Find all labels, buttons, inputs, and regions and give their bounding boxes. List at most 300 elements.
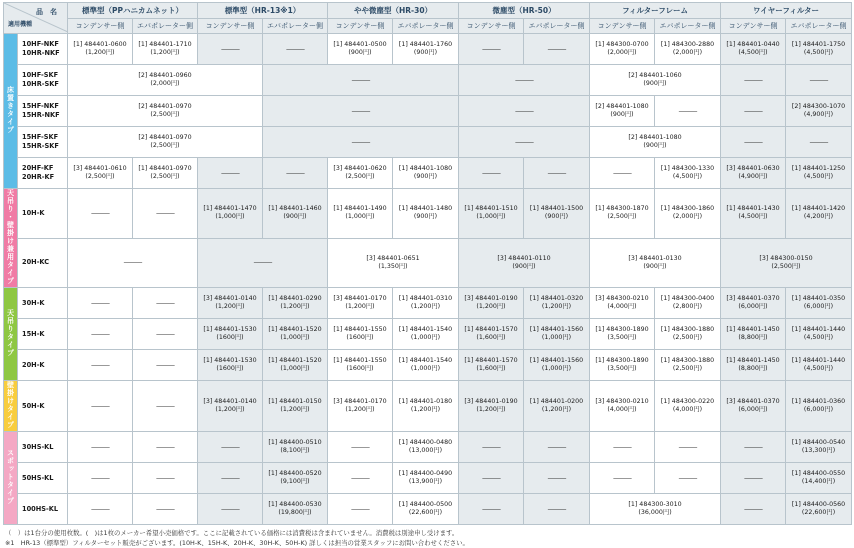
price: (6,000円) xyxy=(803,406,834,413)
price: (2,500円) xyxy=(672,365,703,372)
empty-cell xyxy=(721,463,786,494)
category-text: 床置きタイプ xyxy=(6,86,15,134)
price-cell xyxy=(68,127,263,158)
subheader-evaporator: エバポレーター側 xyxy=(133,19,198,34)
part-number: [3] 484401-0630 xyxy=(726,165,780,172)
price: (1,200円) xyxy=(541,406,572,413)
price: (1,200円) xyxy=(476,303,506,310)
part-number: [3] 484300-0150 xyxy=(759,254,813,262)
part-number: [1] 484401-1530 xyxy=(203,357,257,364)
part-number: [1] 484401-1530 xyxy=(203,326,257,333)
part-number: [1] 484300-1860 xyxy=(660,205,715,213)
model-name: 20HF-KF xyxy=(22,164,54,172)
empty-cell xyxy=(786,65,852,96)
part-number: [1] 484401-1450 xyxy=(726,326,780,333)
subheader-condenser: コンデンサー側 xyxy=(721,19,786,34)
price-cell xyxy=(198,319,263,350)
price: (3,500円) xyxy=(607,334,637,341)
empty-cell xyxy=(459,432,524,463)
price-cell xyxy=(590,189,655,239)
empty-cell xyxy=(524,432,590,463)
subheader-condenser: コンデンサー側 xyxy=(198,19,263,34)
dash-mark: ——— xyxy=(613,168,632,177)
part-number: [1] 484300-1870 xyxy=(595,205,649,213)
table-row xyxy=(4,432,852,463)
model-cell xyxy=(18,34,68,65)
part-number: [1] 484400-0510 xyxy=(268,439,322,446)
part-number: [3] 484401-0620 xyxy=(333,165,387,172)
dash-mark: ——— xyxy=(547,168,566,177)
empty-cell xyxy=(524,463,590,494)
price: (1,000円) xyxy=(410,365,441,372)
empty-cell xyxy=(263,127,459,158)
dash-mark: ——— xyxy=(156,401,174,410)
dash-mark: ——— xyxy=(744,75,763,84)
part-number: [2] 484401-0960 xyxy=(138,72,192,79)
dash-mark: ——— xyxy=(91,473,109,482)
price-cell xyxy=(68,96,263,127)
model-name: 20HR-KF xyxy=(22,173,55,181)
price: (4,500円) xyxy=(738,213,768,221)
empty-cell xyxy=(68,463,133,494)
part-number: [1] 484401-1480 xyxy=(398,205,453,213)
price-cell xyxy=(655,34,721,65)
part-number: [1] 484300-1880 xyxy=(660,357,715,364)
empty-cell xyxy=(198,238,328,288)
price-cell xyxy=(786,319,852,350)
price: (19,800円) xyxy=(278,509,312,516)
empty-cell xyxy=(263,96,459,127)
dash-mark: ——— xyxy=(515,106,534,115)
empty-cell xyxy=(590,463,655,494)
price: (1,000円) xyxy=(345,213,375,221)
empty-cell xyxy=(524,158,590,189)
price: (4,500円) xyxy=(738,49,768,56)
price-cell xyxy=(68,65,263,96)
price-cell xyxy=(786,432,852,463)
part-number: [1] 484401-1460 xyxy=(268,205,322,213)
model-name: 15HF-SKF xyxy=(22,133,59,141)
price-cell xyxy=(590,65,721,96)
footnote-hr13: ※1 HR-13（標準型）フィルターセット販売がございます。(10H-K、15H-K、20H-K、30H-K、50H-K) 詳しくは担当の営業スタッフにお問い合わせください。 xyxy=(5,539,469,547)
part-number: [1] 484401-0180 xyxy=(398,398,453,405)
part-number: [1] 484300-1330 xyxy=(660,165,715,172)
price-cell xyxy=(263,463,328,494)
price: (1,000円) xyxy=(215,213,245,221)
dash-mark: ——— xyxy=(547,504,566,513)
part-number: [1] 484401-0360 xyxy=(791,398,846,405)
dash-mark: ——— xyxy=(221,44,239,53)
empty-cell xyxy=(328,494,393,525)
dash-mark: ——— xyxy=(91,442,109,451)
price: (1,200円) xyxy=(280,406,310,413)
part-number: [1] 484401-0350 xyxy=(791,295,846,302)
price: (900円) xyxy=(643,262,667,270)
table-body xyxy=(4,34,852,525)
dash-mark: ——— xyxy=(482,473,501,482)
dash-mark: ——— xyxy=(613,442,632,451)
table-row xyxy=(4,65,852,96)
dash-mark: ——— xyxy=(678,442,697,451)
part-number: [1] 484400-0530 xyxy=(268,501,322,508)
empty-cell xyxy=(721,127,786,158)
price-cell xyxy=(328,189,393,239)
dash-mark: ——— xyxy=(156,504,174,513)
price-cell xyxy=(721,381,786,432)
price: (4,500円) xyxy=(803,173,834,180)
price-cell xyxy=(721,34,786,65)
dash-mark: ——— xyxy=(156,298,174,307)
dash-mark: ——— xyxy=(351,504,369,513)
price-cell xyxy=(328,34,393,65)
empty-cell xyxy=(459,158,524,189)
price: (2,500円) xyxy=(150,173,180,180)
model-name: 10HR-NKF xyxy=(22,49,60,57)
price: (2,000円) xyxy=(672,49,703,56)
price-cell xyxy=(263,319,328,350)
price: (1,000円) xyxy=(410,334,441,341)
dash-mark: ——— xyxy=(547,44,566,53)
price: (8,800円) xyxy=(738,365,768,372)
price-cell xyxy=(590,238,721,288)
dash-mark: ——— xyxy=(286,168,304,177)
price-cell xyxy=(328,238,459,288)
part-number: [1] 484401-1250 xyxy=(791,165,846,172)
subheader-condenser: コンデンサー側 xyxy=(328,19,393,34)
part-number: [3] 484401-0170 xyxy=(333,398,387,405)
part-number: [1] 484401-1560 xyxy=(529,326,584,333)
part-number: [3] 484300-0210 xyxy=(595,398,649,405)
price-cell xyxy=(393,158,459,189)
price: (4,900円) xyxy=(803,111,834,118)
price: (4,000円) xyxy=(607,406,637,413)
dash-mark: ——— xyxy=(156,473,174,482)
dash-mark: ——— xyxy=(221,504,239,513)
model-cell xyxy=(18,65,68,96)
model-cell xyxy=(18,238,68,288)
part-number: [1] 484300-2880 xyxy=(660,41,715,48)
price: (1600円) xyxy=(216,334,244,341)
price-cell xyxy=(393,34,459,65)
empty-cell xyxy=(133,189,198,239)
part-number: [3] 484401-0610 xyxy=(73,165,127,172)
price-cell xyxy=(263,189,328,239)
table-row xyxy=(4,288,852,319)
price-cell xyxy=(524,350,590,381)
price: (1,600円) xyxy=(476,365,506,372)
price: (900円) xyxy=(348,49,372,56)
price-cell xyxy=(786,463,852,494)
dash-mark: ——— xyxy=(156,360,174,369)
price-table-container xyxy=(3,2,851,548)
price: (2,000円) xyxy=(672,213,703,221)
price-cell xyxy=(655,350,721,381)
dash-mark: ——— xyxy=(91,360,109,369)
part-number: [1] 484401-1550 xyxy=(333,326,387,333)
dash-mark: ——— xyxy=(351,75,370,84)
empty-cell xyxy=(133,494,198,525)
part-number: [1] 484401-1750 xyxy=(791,41,846,48)
model-cell xyxy=(18,463,68,494)
empty-cell xyxy=(459,65,590,96)
price-cell xyxy=(590,127,721,158)
price-cell xyxy=(459,319,524,350)
price: (900円) xyxy=(643,142,667,149)
empty-cell xyxy=(590,432,655,463)
dash-mark: ——— xyxy=(678,473,697,482)
price: (1,200円) xyxy=(150,49,180,56)
part-number: [1] 484401-1520 xyxy=(268,326,322,333)
part-number: [1] 484401-1440 xyxy=(791,357,846,364)
empty-cell xyxy=(68,432,133,463)
part-number: [1] 484401-1710 xyxy=(138,41,192,48)
price: (900円) xyxy=(413,213,438,221)
part-number: [1] 484400-0500 xyxy=(398,501,453,508)
part-number: [2] 484401-0970 xyxy=(138,134,192,141)
price-cell xyxy=(524,189,590,239)
empty-cell xyxy=(655,96,721,127)
model-cell xyxy=(18,127,68,158)
price-cell xyxy=(393,319,459,350)
price: (1,200円) xyxy=(345,406,375,413)
price-cell xyxy=(786,34,852,65)
empty-cell xyxy=(263,65,459,96)
price: (4,200円) xyxy=(803,213,834,221)
dash-mark: ——— xyxy=(515,75,534,84)
part-number: [1] 484401-1470 xyxy=(203,205,257,213)
price-cell xyxy=(721,238,852,288)
part-number: [3] 484401-0370 xyxy=(726,295,780,302)
dash-mark: ——— xyxy=(744,137,763,146)
group-header-hr50: 微塵型（HR-50） xyxy=(459,3,590,19)
table-row xyxy=(4,189,852,239)
part-number: [1] 484401-1440 xyxy=(791,326,846,333)
price-cell xyxy=(655,319,721,350)
price-cell xyxy=(263,350,328,381)
table-row xyxy=(4,127,852,158)
price-cell xyxy=(263,288,328,319)
model-name: 50HS-KL xyxy=(22,473,54,482)
price: (13,000円) xyxy=(408,447,443,454)
empty-cell xyxy=(263,158,328,189)
price-cell xyxy=(328,381,393,432)
part-number: [2] 484401-1060 xyxy=(628,72,682,79)
part-number: [1] 484400-0540 xyxy=(791,439,846,446)
part-number: [1] 484401-1560 xyxy=(529,357,584,364)
price: (8,800円) xyxy=(738,334,768,341)
dash-mark: ——— xyxy=(744,442,763,451)
dash-mark: ——— xyxy=(221,168,239,177)
model-name: 15H-K xyxy=(22,329,45,338)
price: (1,600円) xyxy=(476,334,506,341)
price-cell xyxy=(721,319,786,350)
price-cell xyxy=(459,381,524,432)
price: (1,200円) xyxy=(345,303,375,310)
empty-cell xyxy=(786,127,852,158)
empty-cell xyxy=(68,494,133,525)
price: (900円) xyxy=(413,49,438,56)
subheader-evaporator: エバポレーター側 xyxy=(263,19,328,34)
price: (1,200円) xyxy=(280,303,310,310)
category-label xyxy=(4,432,18,525)
empty-cell xyxy=(721,96,786,127)
empty-cell xyxy=(590,158,655,189)
empty-cell xyxy=(68,288,133,319)
empty-cell xyxy=(524,494,590,525)
price: (8,100円) xyxy=(280,447,310,454)
price-cell xyxy=(524,319,590,350)
category-label xyxy=(4,34,18,189)
price: (900円) xyxy=(283,213,307,221)
price: (4,500円) xyxy=(803,334,834,341)
category-text: 天吊り・壁掛け兼用タイプ xyxy=(6,189,15,285)
part-number: [1] 484401-1760 xyxy=(398,41,453,48)
table-row xyxy=(4,350,852,381)
part-number: [1] 484401-1510 xyxy=(464,205,518,213)
part-number: [1] 484401-1420 xyxy=(791,205,846,213)
dash-mark: ——— xyxy=(547,473,566,482)
price-cell xyxy=(198,350,263,381)
part-number: [1] 484401-1490 xyxy=(333,205,387,213)
price-cell xyxy=(459,238,590,288)
empty-cell xyxy=(459,96,590,127)
part-number: [1] 484400-0550 xyxy=(791,470,846,477)
part-number: [1] 484401-0320 xyxy=(529,295,584,302)
price: (4,000円) xyxy=(607,303,637,310)
group-header-hr30: やや微塵型（HR-30） xyxy=(328,3,459,19)
price: (900円) xyxy=(413,173,438,180)
model-name: 15HR-SKF xyxy=(22,142,59,150)
price-cell xyxy=(393,189,459,239)
empty-cell xyxy=(198,34,263,65)
price-cell xyxy=(786,288,852,319)
price-cell xyxy=(328,158,393,189)
dash-mark: ——— xyxy=(482,44,501,53)
empty-cell xyxy=(198,494,263,525)
model-cell xyxy=(18,381,68,432)
table-row xyxy=(4,494,852,525)
dash-mark: ——— xyxy=(221,473,239,482)
price-cell xyxy=(590,350,655,381)
price: (1,200円) xyxy=(410,406,441,413)
dash-mark: ——— xyxy=(156,329,174,338)
empty-cell xyxy=(459,494,524,525)
price-cell xyxy=(198,189,263,239)
empty-cell xyxy=(68,381,133,432)
price: (1600円) xyxy=(346,334,374,341)
empty-cell xyxy=(459,127,590,158)
price: (2,500円) xyxy=(607,213,637,221)
category-label xyxy=(4,288,18,381)
dash-mark: ——— xyxy=(351,137,370,146)
empty-cell xyxy=(198,463,263,494)
price-cell xyxy=(721,158,786,189)
footnotes xyxy=(5,528,850,548)
price-cell xyxy=(655,189,721,239)
price: (4,900円) xyxy=(738,173,768,180)
price: (3,500円) xyxy=(607,365,637,372)
price-cell xyxy=(786,96,852,127)
subheader-evaporator: エバポレーター側 xyxy=(393,19,459,34)
part-number: [1] 484401-0970 xyxy=(138,165,192,172)
category-text: 天吊りタイプ xyxy=(6,309,15,357)
part-number: [3] 484401-0140 xyxy=(203,398,257,405)
model-cell xyxy=(18,96,68,127)
model-name: 50H-K xyxy=(22,401,45,410)
part-number: [3] 484401-0130 xyxy=(628,254,682,262)
dash-mark: ——— xyxy=(351,442,369,451)
table-row xyxy=(4,34,852,65)
group-header-wire: ワイヤーフィルター xyxy=(721,3,852,19)
empty-cell xyxy=(68,319,133,350)
category-text: 壁掛けタイプ xyxy=(6,381,15,429)
price-cell xyxy=(786,158,852,189)
price-cell xyxy=(198,381,263,432)
model-name: 20H-K xyxy=(22,360,45,369)
model-cell xyxy=(18,350,68,381)
part-number: [2] 484300-1070 xyxy=(791,103,846,110)
part-number: [1] 484401-1570 xyxy=(464,357,518,364)
price: (2,500円) xyxy=(345,173,375,180)
table-row xyxy=(4,158,852,189)
price: (1,200円) xyxy=(476,406,506,413)
category-text: スポットタイプ xyxy=(6,449,15,505)
part-number: [2] 484401-0970 xyxy=(138,103,192,110)
subheader-evaporator: エバポレーター側 xyxy=(524,19,590,34)
price-cell xyxy=(459,350,524,381)
part-number: [3] 484401-0140 xyxy=(203,295,257,302)
dash-mark: ——— xyxy=(613,473,632,482)
filter-price-table xyxy=(3,2,852,525)
price: (1,000円) xyxy=(280,365,310,372)
price: (6,000円) xyxy=(738,406,768,413)
price: (4,000円) xyxy=(672,406,703,413)
dash-mark: ——— xyxy=(253,258,272,267)
part-number: [1] 484401-1540 xyxy=(398,357,453,364)
model-name: 10HR-SKF xyxy=(22,80,59,88)
footnote-price: （ ）は1台分の使用枚数。( )は1枚のメーカー希望小売価格です。ここに記載されている価格には消費税は含まれていません。消費税は別途申し受けます。 xyxy=(5,529,459,537)
empty-cell xyxy=(68,189,133,239)
model-name: 15HR-NKF xyxy=(22,111,60,119)
part-number: [2] 484401-1080 xyxy=(595,103,649,110)
price-cell xyxy=(786,381,852,432)
subheader-condenser: コンデンサー側 xyxy=(459,19,524,34)
part-number: [3] 484401-0651 xyxy=(366,254,420,262)
part-number: [1] 484300-3010 xyxy=(628,501,682,508)
part-number: [1] 484401-0600 xyxy=(73,41,127,48)
price-cell xyxy=(524,381,590,432)
dash-mark: ——— xyxy=(482,504,501,513)
price: (14,400円) xyxy=(801,478,836,485)
price: (4,500円) xyxy=(803,365,834,372)
part-number: [1] 484401-1550 xyxy=(333,357,387,364)
price: (1600円) xyxy=(216,365,244,372)
price-cell xyxy=(590,494,721,525)
price-cell xyxy=(590,381,655,432)
price-cell xyxy=(459,189,524,239)
price-cell xyxy=(393,381,459,432)
dash-mark: ——— xyxy=(156,208,174,217)
price-cell xyxy=(393,463,459,494)
price-cell xyxy=(590,319,655,350)
price-cell xyxy=(328,288,393,319)
price: (22,600円) xyxy=(801,509,836,516)
part-number: [3] 484401-0170 xyxy=(333,295,387,302)
part-number: [1] 484300-0220 xyxy=(660,398,715,405)
dash-mark: ——— xyxy=(123,258,142,267)
price: (900円) xyxy=(643,80,667,87)
price: (4,500円) xyxy=(803,49,834,56)
